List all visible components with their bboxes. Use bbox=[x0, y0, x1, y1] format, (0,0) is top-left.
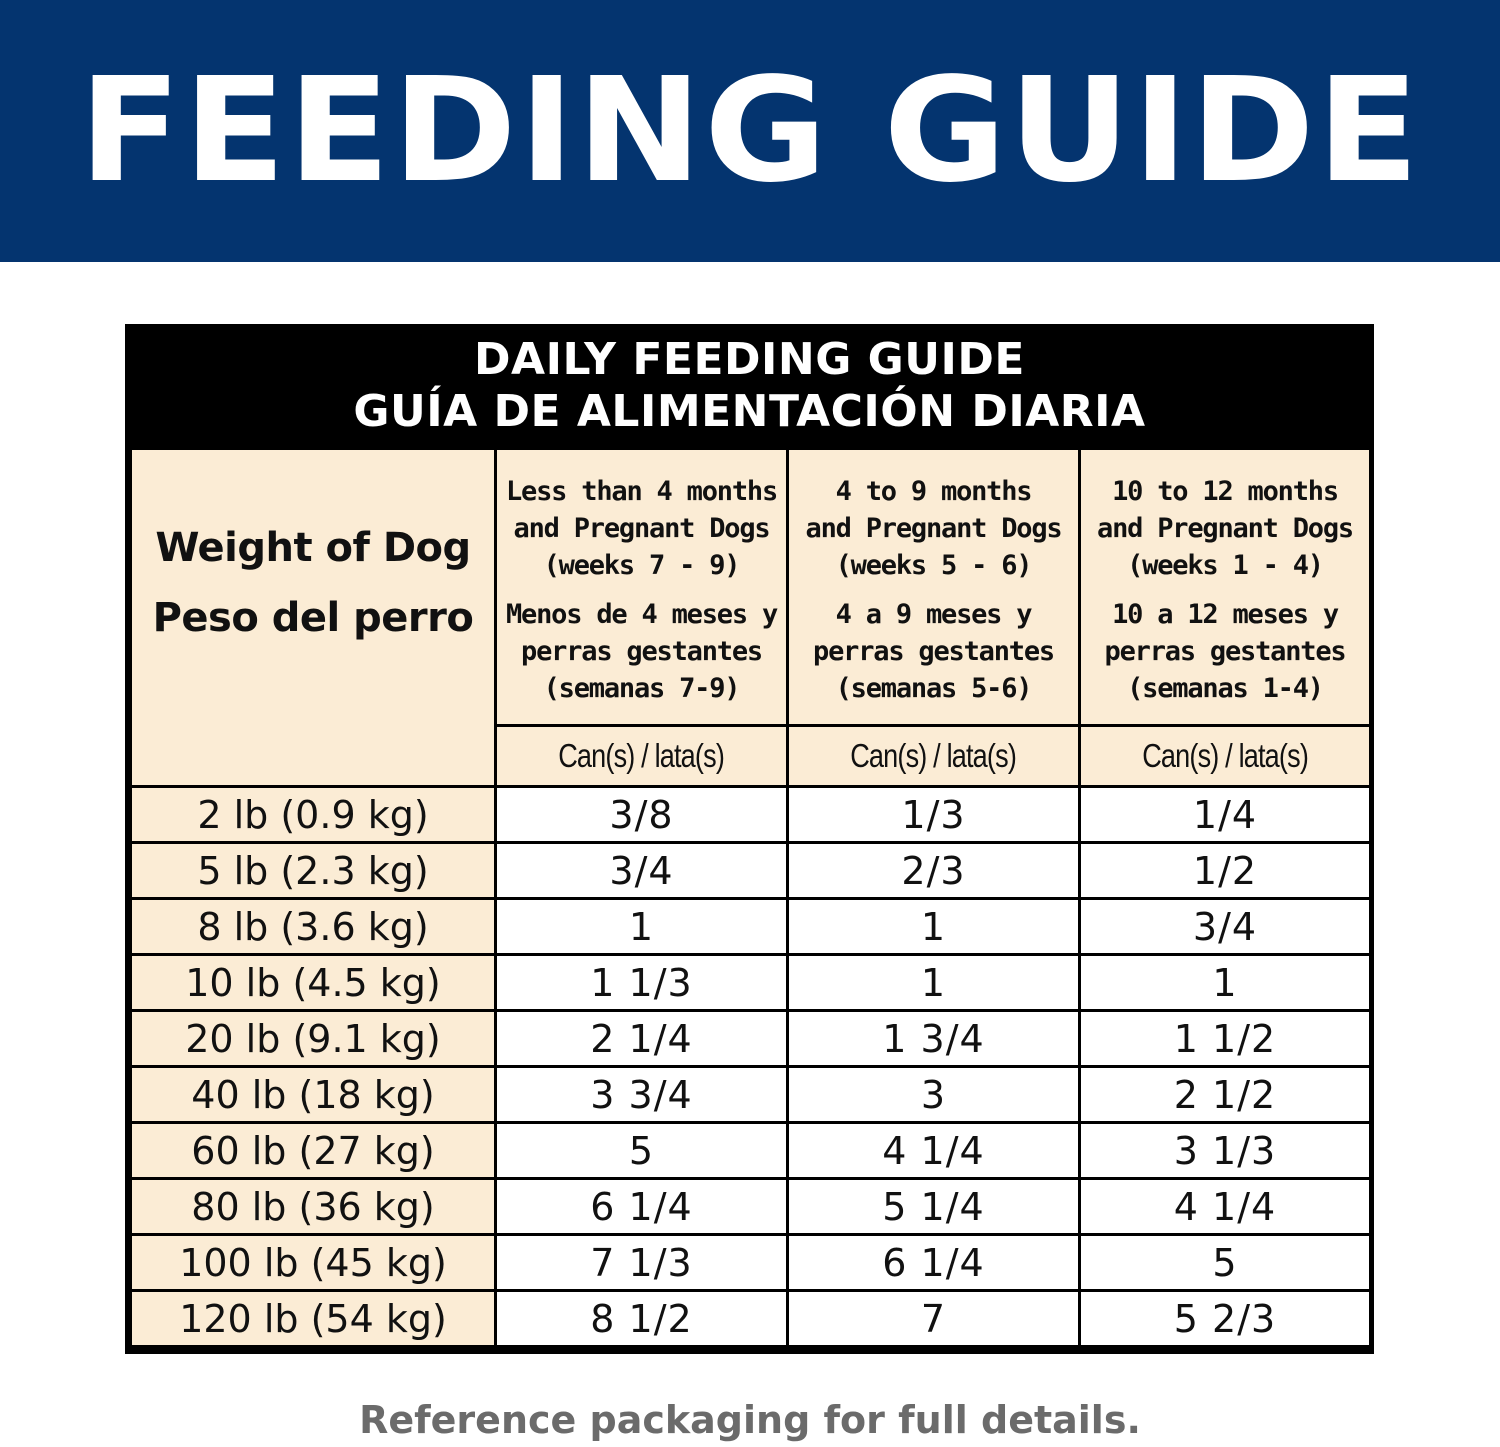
title-banner bbox=[0, 0, 1500, 262]
amount-cell: 5 bbox=[1081, 1236, 1369, 1289]
weight-cell: 2 lb (0.9 kg) bbox=[132, 788, 494, 841]
stage-header-en bbox=[506, 473, 777, 584]
daily-feeding-table bbox=[125, 324, 1374, 1354]
stage-header-es bbox=[1105, 596, 1346, 707]
amount-cell: 3 3/4 bbox=[497, 1068, 786, 1121]
amount-cell: 2 1/4 bbox=[497, 1012, 786, 1065]
stage-header-es-line: 10 a 12 meses y bbox=[1112, 599, 1338, 630]
table-title bbox=[125, 324, 1374, 448]
amount-cell: 5 bbox=[497, 1124, 786, 1177]
amount-cell: 1 1/3 bbox=[497, 956, 786, 1009]
unit-header-1 bbox=[497, 727, 786, 785]
unit-header-2 bbox=[789, 727, 1078, 785]
stage-header-es-line: 4 a 9 meses y bbox=[835, 599, 1032, 630]
weight-cell: 8 lb (3.6 kg) bbox=[132, 900, 494, 953]
weight-cell: 80 lb (36 kg) bbox=[132, 1180, 494, 1233]
banner-title: FEEDING GUIDE bbox=[78, 47, 1422, 215]
amount-cell: 3/4 bbox=[497, 844, 786, 897]
stage-header-es-line: perras gestantes bbox=[1104, 636, 1346, 667]
stage-header-es-line: (semanas 1-4) bbox=[1127, 673, 1323, 704]
stage-header-en-line: (weeks 1 - 4) bbox=[1127, 550, 1323, 581]
stage-header-en-line: Less than 4 months bbox=[506, 476, 777, 507]
stage-header-en-line: 4 to 9 months bbox=[835, 476, 1032, 507]
unit-label: Can(s) / lata(s) bbox=[850, 737, 1017, 774]
unit-header-3 bbox=[1081, 727, 1369, 785]
stage-header-en-line: (weeks 5 - 6) bbox=[835, 550, 1032, 581]
amount-cell: 2/3 bbox=[789, 844, 1078, 897]
footer-note: Reference packaging for full details. bbox=[359, 1398, 1141, 1442]
stage-header-es-line: (semanas 7-9) bbox=[543, 673, 740, 704]
stage-header-es-line: perras gestantes bbox=[521, 636, 762, 667]
stage-header-es-line: Menos de 4 meses y bbox=[506, 599, 777, 630]
amount-cell: 4 1/4 bbox=[1081, 1180, 1369, 1233]
stage-header-en-line: and Pregnant Dogs bbox=[1097, 513, 1353, 544]
amount-cell: 1/4 bbox=[1081, 788, 1369, 841]
stage-header-1 bbox=[497, 450, 786, 724]
unit-label: Can(s) / lata(s) bbox=[1142, 737, 1308, 774]
amount-cell: 1 3/4 bbox=[789, 1012, 1078, 1065]
amount-cell: 1 1/2 bbox=[1081, 1012, 1369, 1065]
amount-cell: 2 1/2 bbox=[1081, 1068, 1369, 1121]
amount-cell: 1/2 bbox=[1081, 844, 1369, 897]
amount-cell: 7 bbox=[789, 1292, 1078, 1345]
stage-header-2 bbox=[789, 450, 1078, 724]
weight-header-en: Weight of Dog bbox=[155, 524, 471, 571]
amount-cell: 3/8 bbox=[497, 788, 786, 841]
weight-cell: 5 lb (2.3 kg) bbox=[132, 844, 494, 897]
stage-header-es bbox=[813, 596, 1054, 707]
weight-cell: 40 lb (18 kg) bbox=[132, 1068, 494, 1121]
amount-cell: 3 bbox=[789, 1068, 1078, 1121]
stage-header-es bbox=[506, 596, 777, 707]
weight-cell: 20 lb (9.1 kg) bbox=[132, 1012, 494, 1065]
amount-cell: 6 1/4 bbox=[789, 1236, 1078, 1289]
stage-header-en bbox=[806, 473, 1062, 584]
weight-cell: 60 lb (27 kg) bbox=[132, 1124, 494, 1177]
weight-cell: 10 lb (4.5 kg) bbox=[132, 956, 494, 1009]
weight-column-header bbox=[132, 450, 494, 785]
stage-header-en-line: (weeks 7 - 9) bbox=[543, 550, 740, 581]
stage-header-en-line: 10 to 12 months bbox=[1112, 476, 1338, 507]
amount-cell: 3/4 bbox=[1081, 900, 1369, 953]
amount-cell: 1 bbox=[789, 900, 1078, 953]
weight-cell: 120 lb (54 kg) bbox=[132, 1292, 494, 1345]
table-title-es: GUÍA DE ALIMENTACIÓN DIARIA bbox=[353, 386, 1146, 437]
stage-header-en-line: and Pregnant Dogs bbox=[513, 513, 770, 544]
amount-cell: 3 1/3 bbox=[1081, 1124, 1369, 1177]
weight-header-es: Peso del perro bbox=[152, 594, 474, 641]
amount-cell: 4 1/4 bbox=[789, 1124, 1078, 1177]
amount-cell: 6 1/4 bbox=[497, 1180, 786, 1233]
amount-cell: 8 1/2 bbox=[497, 1292, 786, 1345]
stage-header-en-line: and Pregnant Dogs bbox=[805, 513, 1062, 544]
stage-header-es-line: perras gestantes bbox=[813, 636, 1054, 667]
unit-label: Can(s) / lata(s) bbox=[558, 737, 725, 774]
weight-cell: 100 lb (45 kg) bbox=[132, 1236, 494, 1289]
amount-cell: 1 bbox=[789, 956, 1078, 1009]
stage-header-es-line: (semanas 5-6) bbox=[835, 673, 1032, 704]
amount-cell: 7 1/3 bbox=[497, 1236, 786, 1289]
feeding-grid bbox=[132, 450, 1368, 1348]
amount-cell: 1 bbox=[1081, 956, 1369, 1009]
stage-header-en bbox=[1097, 473, 1353, 584]
stage-header-3 bbox=[1081, 450, 1369, 724]
table-title-en: DAILY FEEDING GUIDE bbox=[474, 334, 1025, 385]
amount-cell: 5 2/3 bbox=[1081, 1292, 1369, 1345]
amount-cell: 5 1/4 bbox=[789, 1180, 1078, 1233]
amount-cell: 1 bbox=[497, 900, 786, 953]
amount-cell: 1/3 bbox=[789, 788, 1078, 841]
